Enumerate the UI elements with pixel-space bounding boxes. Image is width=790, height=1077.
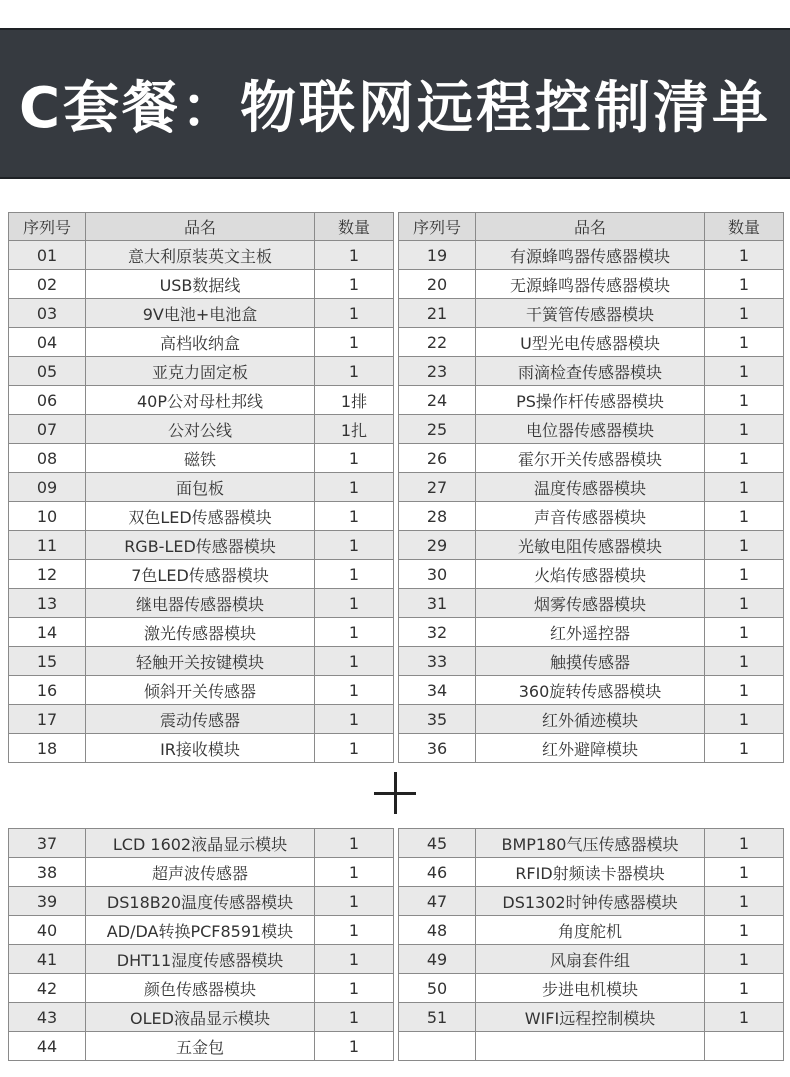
page-title: C套餐：物联网远程控制清单: [18, 75, 772, 141]
cell-item-name: DHT11湿度传感器模块: [86, 945, 315, 974]
table-row: [399, 676, 784, 705]
cell-quantity: 1: [705, 829, 784, 858]
cell-serial-number: 35: [399, 705, 476, 734]
cell-quantity: 1: [315, 1003, 394, 1032]
cell-item-name: 360旋转传感器模块: [476, 676, 705, 705]
cell-serial-number: 12: [9, 560, 86, 589]
cell-quantity: 1: [315, 618, 394, 647]
cell-serial-number: 36: [399, 734, 476, 763]
cell-quantity: 1: [705, 386, 784, 415]
cell-serial-number: [399, 1032, 476, 1061]
table-row: [9, 473, 394, 502]
table-row: [399, 916, 784, 945]
cell-item-name: PS操作杆传感器模块: [476, 386, 705, 415]
cell-quantity: 1: [315, 531, 394, 560]
cell-item-name: 震动传感器: [86, 705, 315, 734]
cell-quantity: 1: [705, 589, 784, 618]
cell-item-name: 有源蜂鸣器传感器模块: [476, 241, 705, 270]
cell-serial-number: 49: [399, 945, 476, 974]
cell-item-name: 五金包: [86, 1032, 315, 1061]
header-item-name: 品名: [86, 213, 315, 241]
table-row: [9, 618, 394, 647]
table-row: [9, 1003, 394, 1032]
table-row: [9, 916, 394, 945]
cell-serial-number: 15: [9, 647, 86, 676]
table-row: [9, 386, 394, 415]
cell-quantity: 1: [705, 887, 784, 916]
cell-item-name: 电位器传感器模块: [476, 415, 705, 444]
cell-serial-number: 42: [9, 974, 86, 1003]
cell-serial-number: 10: [9, 502, 86, 531]
cell-quantity: 1: [315, 974, 394, 1003]
cell-item-name: LCD 1602液晶显示模块: [86, 829, 315, 858]
table-row: [9, 887, 394, 916]
table-row: [9, 357, 394, 386]
cell-item-name: 无源蜂鸣器传感器模块: [476, 270, 705, 299]
cell-serial-number: 34: [399, 676, 476, 705]
header-serial-number: 序列号: [9, 213, 86, 241]
table-row: [399, 1032, 784, 1061]
cell-quantity: 1: [315, 734, 394, 763]
cell-item-name: RGB-LED传感器模块: [86, 531, 315, 560]
cell-item-name: 双色LED传感器模块: [86, 502, 315, 531]
cell-quantity: 1: [705, 560, 784, 589]
extra-parts-table-left: [8, 828, 394, 1061]
cell-quantity: 1: [705, 357, 784, 386]
cell-serial-number: 01: [9, 241, 86, 270]
cell-serial-number: 26: [399, 444, 476, 473]
cell-item-name: 40P公对母杜邦线: [86, 386, 315, 415]
cell-serial-number: 05: [9, 357, 86, 386]
cell-quantity: 1: [705, 618, 784, 647]
cell-quantity: 1: [705, 734, 784, 763]
cell-quantity: 1: [315, 945, 394, 974]
table-row: [9, 589, 394, 618]
cell-serial-number: 21: [399, 299, 476, 328]
cell-item-name: 亚克力固定板: [86, 357, 315, 386]
cell-serial-number: 37: [9, 829, 86, 858]
table-row: [9, 560, 394, 589]
cell-quantity: 1: [705, 299, 784, 328]
table-row: [9, 1032, 394, 1061]
table-row: [9, 270, 394, 299]
table-row: [399, 560, 784, 589]
cell-quantity: 1: [315, 328, 394, 357]
cell-item-name: 干簧管传感器模块: [476, 299, 705, 328]
cell-serial-number: 11: [9, 531, 86, 560]
table-row: [399, 270, 784, 299]
table-row: [9, 241, 394, 270]
cell-item-name: [476, 1032, 705, 1061]
cell-item-name: IR接收模块: [86, 734, 315, 763]
table-row: [9, 444, 394, 473]
cell-quantity: 1: [315, 647, 394, 676]
table-row: [399, 618, 784, 647]
cell-serial-number: 29: [399, 531, 476, 560]
cell-item-name: 红外避障模块: [476, 734, 705, 763]
cell-serial-number: 51: [399, 1003, 476, 1032]
cell-quantity: 1: [315, 357, 394, 386]
cell-serial-number: 09: [9, 473, 86, 502]
cell-serial-number: 28: [399, 502, 476, 531]
cell-serial-number: 30: [399, 560, 476, 589]
cell-quantity: 1: [315, 502, 394, 531]
cell-item-name: USB数据线: [86, 270, 315, 299]
cell-serial-number: 25: [399, 415, 476, 444]
cell-quantity: 1: [705, 858, 784, 887]
table-row: [399, 502, 784, 531]
cell-serial-number: 50: [399, 974, 476, 1003]
header-serial-number: 序列号: [399, 213, 476, 241]
cell-quantity: 1: [315, 829, 394, 858]
cell-item-name: 触摸传感器: [476, 647, 705, 676]
cell-item-name: 温度传感器模块: [476, 473, 705, 502]
cell-serial-number: 18: [9, 734, 86, 763]
table-row: [9, 502, 394, 531]
table-row: [399, 299, 784, 328]
table-row: [9, 328, 394, 357]
cell-item-name: 雨滴检查传感器模块: [476, 357, 705, 386]
table-row: [399, 444, 784, 473]
table-header-row: [9, 213, 394, 241]
cell-item-name: 面包板: [86, 473, 315, 502]
title-banner: [0, 28, 790, 179]
cell-serial-number: 48: [399, 916, 476, 945]
table-row: [399, 647, 784, 676]
cell-quantity: 1: [315, 241, 394, 270]
cell-serial-number: 24: [399, 386, 476, 415]
cell-quantity: 1: [315, 887, 394, 916]
cell-item-name: 光敏电阻传感器模块: [476, 531, 705, 560]
cell-serial-number: 06: [9, 386, 86, 415]
table-row: [399, 531, 784, 560]
cell-serial-number: 07: [9, 415, 86, 444]
cell-quantity: 1: [315, 858, 394, 887]
cell-serial-number: 13: [9, 589, 86, 618]
cell-serial-number: 14: [9, 618, 86, 647]
header-quantity: 数量: [315, 213, 394, 241]
cell-serial-number: 41: [9, 945, 86, 974]
cell-item-name: 霍尔开关传感器模块: [476, 444, 705, 473]
cell-quantity: 1: [705, 473, 784, 502]
cell-quantity: 1: [705, 444, 784, 473]
table-row: [399, 1003, 784, 1032]
cell-quantity: 1: [705, 676, 784, 705]
table-row: [9, 676, 394, 705]
cell-item-name: 意大利原装英文主板: [86, 241, 315, 270]
cell-serial-number: 43: [9, 1003, 86, 1032]
table-row: [9, 647, 394, 676]
table-row: [399, 241, 784, 270]
cell-quantity: 1: [315, 444, 394, 473]
cell-quantity: 1: [315, 299, 394, 328]
cell-serial-number: 04: [9, 328, 86, 357]
cell-serial-number: 38: [9, 858, 86, 887]
cell-serial-number: 33: [399, 647, 476, 676]
cell-item-name: 激光传感器模块: [86, 618, 315, 647]
table-row: [399, 829, 784, 858]
cell-serial-number: 08: [9, 444, 86, 473]
cell-serial-number: 03: [9, 299, 86, 328]
cell-quantity: 1: [705, 328, 784, 357]
cell-quantity: 1: [705, 945, 784, 974]
cell-serial-number: 46: [399, 858, 476, 887]
cell-quantity: 1: [315, 705, 394, 734]
cell-serial-number: 32: [399, 618, 476, 647]
cell-serial-number: 17: [9, 705, 86, 734]
cell-item-name: 7色LED传感器模块: [86, 560, 315, 589]
cell-serial-number: 31: [399, 589, 476, 618]
cell-quantity: 1: [705, 415, 784, 444]
table-row: [399, 415, 784, 444]
table-row: [9, 974, 394, 1003]
cell-item-name: 角度舵机: [476, 916, 705, 945]
table-row: [9, 734, 394, 763]
cell-item-name: OLED液晶显示模块: [86, 1003, 315, 1032]
table-row: [9, 531, 394, 560]
cell-quantity: 1: [315, 560, 394, 589]
table-row: [399, 357, 784, 386]
cell-quantity: 1: [705, 647, 784, 676]
table-row: [9, 858, 394, 887]
cell-item-name: 声音传感器模块: [476, 502, 705, 531]
cell-item-name: RFID射频读卡器模块: [476, 858, 705, 887]
cell-quantity: 1: [315, 589, 394, 618]
cell-item-name: BMP180气压传感器模块: [476, 829, 705, 858]
cell-serial-number: 39: [9, 887, 86, 916]
cell-quantity: [705, 1032, 784, 1061]
cell-item-name: 轻触开关按键模块: [86, 647, 315, 676]
table-row: [399, 858, 784, 887]
table-row: [399, 945, 784, 974]
cell-item-name: 红外循迹模块: [476, 705, 705, 734]
table-row: [9, 299, 394, 328]
cell-serial-number: 22: [399, 328, 476, 357]
cell-serial-number: 44: [9, 1032, 86, 1061]
cell-quantity: 1: [315, 676, 394, 705]
cell-item-name: 9V电池+电池盒: [86, 299, 315, 328]
cell-item-name: DS18B20温度传感器模块: [86, 887, 315, 916]
cell-serial-number: 27: [399, 473, 476, 502]
cell-quantity: 1排: [315, 386, 394, 415]
cell-serial-number: 16: [9, 676, 86, 705]
cell-item-name: 超声波传感器: [86, 858, 315, 887]
cell-quantity: 1扎: [315, 415, 394, 444]
cell-serial-number: 20: [399, 270, 476, 299]
table-row: [9, 415, 394, 444]
cell-item-name: 步进电机模块: [476, 974, 705, 1003]
table-row: [399, 473, 784, 502]
cell-serial-number: 47: [399, 887, 476, 916]
cell-quantity: 1: [705, 502, 784, 531]
cell-item-name: U型光电传感器模块: [476, 328, 705, 357]
plus-icon: [370, 768, 420, 818]
table-row: [399, 974, 784, 1003]
cell-quantity: 1: [705, 270, 784, 299]
header-quantity: 数量: [705, 213, 784, 241]
table-row: [399, 887, 784, 916]
cell-item-name: 颜色传感器模块: [86, 974, 315, 1003]
table-row: [399, 328, 784, 357]
table-row: [9, 945, 394, 974]
parts-table-right: [398, 212, 784, 763]
cell-item-name: 烟雾传感器模块: [476, 589, 705, 618]
parts-table-left: [8, 212, 394, 763]
cell-quantity: 1: [705, 531, 784, 560]
extra-parts-table-right: [398, 828, 784, 1061]
cell-item-name: AD/DA转换PCF8591模块: [86, 916, 315, 945]
table-row: [9, 705, 394, 734]
cell-item-name: DS1302时钟传感器模块: [476, 887, 705, 916]
cell-item-name: 红外遥控器: [476, 618, 705, 647]
table-row: [399, 386, 784, 415]
cell-serial-number: 45: [399, 829, 476, 858]
cell-quantity: 1: [705, 916, 784, 945]
cell-item-name: 火焰传感器模块: [476, 560, 705, 589]
cell-item-name: 继电器传感器模块: [86, 589, 315, 618]
cell-quantity: 1: [705, 974, 784, 1003]
cell-quantity: 1: [315, 916, 394, 945]
cell-item-name: 磁铁: [86, 444, 315, 473]
table-row: [399, 589, 784, 618]
table-row: [399, 705, 784, 734]
table-header-row: [399, 213, 784, 241]
cell-quantity: 1: [705, 705, 784, 734]
cell-item-name: WIFI远程控制模块: [476, 1003, 705, 1032]
table-row: [9, 829, 394, 858]
cell-item-name: 风扇套件组: [476, 945, 705, 974]
header-item-name: 品名: [476, 213, 705, 241]
cell-quantity: 1: [705, 241, 784, 270]
cell-quantity: 1: [315, 473, 394, 502]
table-row: [399, 734, 784, 763]
cell-serial-number: 02: [9, 270, 86, 299]
cell-item-name: 倾斜开关传感器: [86, 676, 315, 705]
cell-quantity: 1: [315, 270, 394, 299]
cell-quantity: 1: [705, 1003, 784, 1032]
cell-serial-number: 19: [399, 241, 476, 270]
cell-quantity: 1: [315, 1032, 394, 1061]
cell-item-name: 高档收纳盒: [86, 328, 315, 357]
cell-serial-number: 23: [399, 357, 476, 386]
cell-item-name: 公对公线: [86, 415, 315, 444]
cell-serial-number: 40: [9, 916, 86, 945]
